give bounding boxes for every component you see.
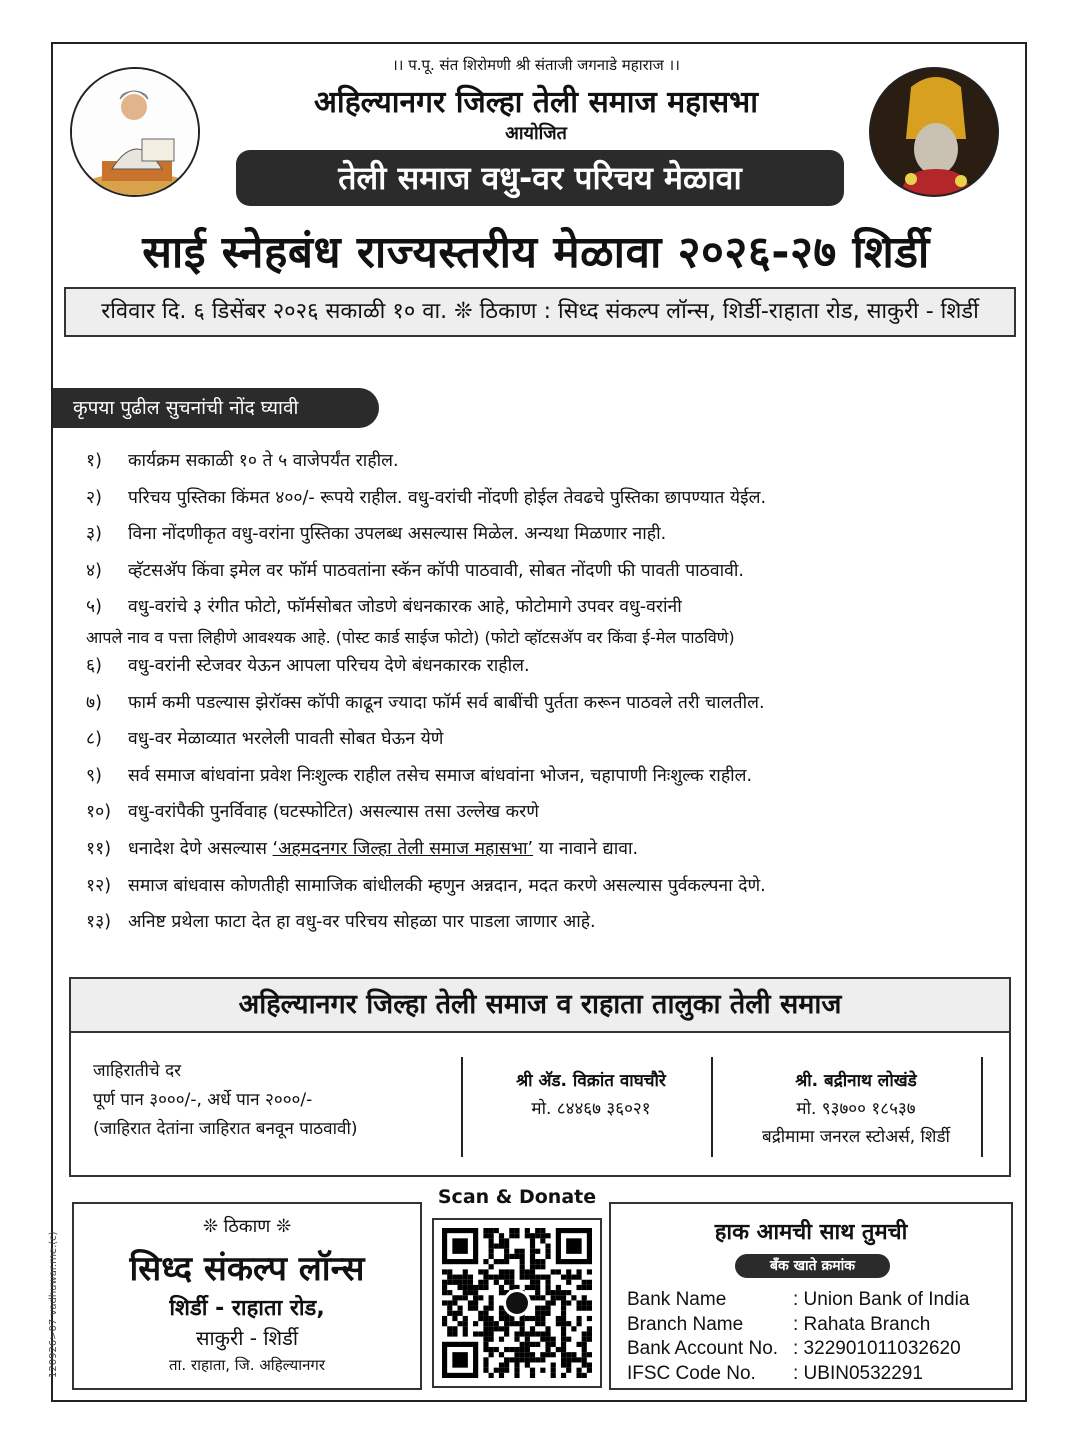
organized-by-label: आयोजित bbox=[505, 123, 567, 144]
person-1-name: श्री अ‍ॅड. विक्रांत वाघचौरे bbox=[516, 1071, 666, 1091]
venue-box bbox=[72, 1202, 422, 1390]
rule-item: ६) वधु-वरांनी स्टेजवर येऊन आपला परिचय देणे बंधनकारक राहील. bbox=[86, 655, 530, 676]
ad-rates bbox=[93, 1057, 358, 1144]
bank-account-pill: बँक खाते क्रमांक bbox=[735, 1254, 890, 1278]
scan-donate-label: Scan & Donate bbox=[437, 1186, 597, 1208]
date-venue-line: रविवार दि. ६ डिसेंबर २०२६ सकाळी १० वा. ❊ ठिकाण : सिध्द संकल्प लॉन्स, शिर्डी-राहाता रोड, साकुरी - शिर्डी bbox=[64, 287, 1016, 337]
rule-item: ७) फार्म कमी पडल्यास झेरॉक्स कॉपी काढून ज्यादा फॉर्म सर्व बाबींची पुर्तता करून पाठवले तरी चालतील. bbox=[86, 692, 765, 713]
main-title: साई स्नेहबंध राज्यस्तरीय मेळावा २०२६-२७ शिर्डी bbox=[142, 227, 930, 278]
ad-rates-line: पूर्ण पान ३०००/-, अर्धे पान २०००/- bbox=[93, 1090, 313, 1110]
event-banner: तेली समाज वधु-वर परिचय मेळावा bbox=[236, 150, 844, 206]
rule-item: ३) विना नोंदणीकृत वधु-वरांना पुस्तिका उपलब्ध असल्यास मिळेल. अन्यथा मिळणार नाही. bbox=[86, 524, 667, 545]
bank-slogan: हाक आमची साथ तुमची bbox=[714, 1220, 908, 1245]
divider bbox=[461, 1057, 463, 1157]
contact-box bbox=[69, 977, 1011, 1177]
bank-row: IFSC Code No. : UBIN0532291 bbox=[627, 1362, 923, 1384]
venue-taluka: ता. राहाता, जि. अहिल्यानगर bbox=[168, 1356, 326, 1374]
qr-code-icon[interactable] bbox=[432, 1218, 602, 1388]
person-2-shop: बद्रीमामा जनरल स्टोअर्स, शिर्डी bbox=[762, 1127, 950, 1147]
bank-row: Branch Name : Rahata Branch bbox=[627, 1313, 931, 1335]
rule-item: ९) सर्व समाज बांधवांना प्रवेश निःशुल्क राहील तसेच समाज बांधवांना भोजन, चहापाणी निःशुल्क राहील. bbox=[86, 765, 753, 786]
rule-item: ११) धनादेश देणे असल्यास ‘अहमदनगर जिल्हा तेली समाज महासभा’ या नावाने द्यावा. bbox=[86, 838, 639, 859]
venue-place: साकुरी - शिर्डी bbox=[195, 1326, 298, 1350]
person-1-phone: मो. ८४४६७ ३६०२१ bbox=[531, 1099, 651, 1119]
rules-list bbox=[86, 443, 1006, 941]
person-2-phone: मो. ९३७०० १८५३७ bbox=[796, 1099, 916, 1119]
venue-road: शिर्डी - राहाता रोड, bbox=[169, 1296, 325, 1321]
divider bbox=[981, 1057, 983, 1157]
bank-row: Bank Name : Union Bank of India bbox=[627, 1289, 970, 1310]
rule-item: २) परिचय पुस्तिका किंमत ४००/- रूपये राहील. वधु-वरांची नोंदणी होईल तेवढचे पुस्तिका छापण्यात येईल. bbox=[86, 487, 767, 508]
rule-item: १०) वधु-वरांपैकी पुनर्विवाह (घटस्फोटित) असल्यास तसा उल्लेख करणे bbox=[86, 802, 539, 823]
person-2-name: श्री. बद्रीनाथ लोखंडे bbox=[795, 1071, 917, 1091]
rule-item: १) कार्यक्रम सकाळी १० ते ५ वाजेपर्यंत राहील. bbox=[86, 451, 399, 471]
bank-details bbox=[627, 1288, 969, 1386]
side-code: 120926>07 vadhuwar.me.(c) bbox=[48, 1231, 59, 1378]
rule-item: ४) व्हॅटसअ‍ॅप किंवा इमेल वर फॉर्म पाठवतांना स्कॅन कॉपी पाठवावी, सोबत नोंदणी फी पावती पाठवावी. bbox=[86, 560, 744, 581]
rule-item: १२) समाज बांधवास कोणतीही सामाजिक बांधीलकी म्हणुन अन्नदान, मदत करणे असल्यास पुर्वकल्पना देणे. bbox=[86, 875, 766, 896]
ad-rates-title: जाहिरातीचे दर bbox=[93, 1061, 182, 1081]
cheque-payee-name: ‘अहमदनगर जिल्हा तेली समाज महासभा’ bbox=[272, 838, 534, 859]
venue-label: ❊ ठिकाण ❊ bbox=[202, 1216, 292, 1237]
organization-title: अहिल्यानगर जिल्हा तेली समाज महासभा bbox=[314, 85, 758, 120]
contact-person-2 bbox=[721, 1067, 991, 1151]
ad-rates-note: (जाहिरात देतांना जाहिरात बनवून पाठवावी) bbox=[93, 1119, 358, 1139]
rule-item-continuation: आपले नाव व पत्ता लिहीणे आवश्यक आहे. (पोस्ट कार्ड साईज फोटो) (फोटो व्हॉटसअ‍ॅप वर किंवा ई-मेल पाठविणे) bbox=[86, 627, 735, 647]
rule-item: ५) वधु-वरांचे ३ रंगीत फोटो, फॉर्मसोबत जोडणे बंधनकारक आहे, फोटोमागे उपवर वधु-वरांनी bbox=[86, 597, 682, 618]
rule-item: १३) अनिष्ट प्रथेला फाटा देत हा वधु-वर परिचय सोहळा पार पाडला जाणार आहे. bbox=[86, 912, 596, 933]
bank-box bbox=[609, 1202, 1013, 1390]
bank-row: Bank Account No. : 322901011032620 bbox=[627, 1338, 961, 1359]
invocation-line: ।। प.पू. संत शिरोमणी श्री संताजी जगनाडे महाराज ।। bbox=[392, 56, 680, 74]
rule-item: ८) वधु-वर मेळाव्यात भरलेली पावती सोबत घेऊन येणे bbox=[86, 729, 444, 750]
notice-heading: कृपया पुढील सुचनांची नोंद घ्यावी bbox=[53, 388, 379, 428]
divider bbox=[711, 1057, 713, 1157]
venue-name: सिध्द संकल्प लॉन्स bbox=[129, 1249, 365, 1289]
contact-person-1 bbox=[471, 1067, 711, 1123]
contact-heading: अहिल्यानगर जिल्हा तेली समाज व राहाता तालुका तेली समाज bbox=[71, 979, 1009, 1033]
